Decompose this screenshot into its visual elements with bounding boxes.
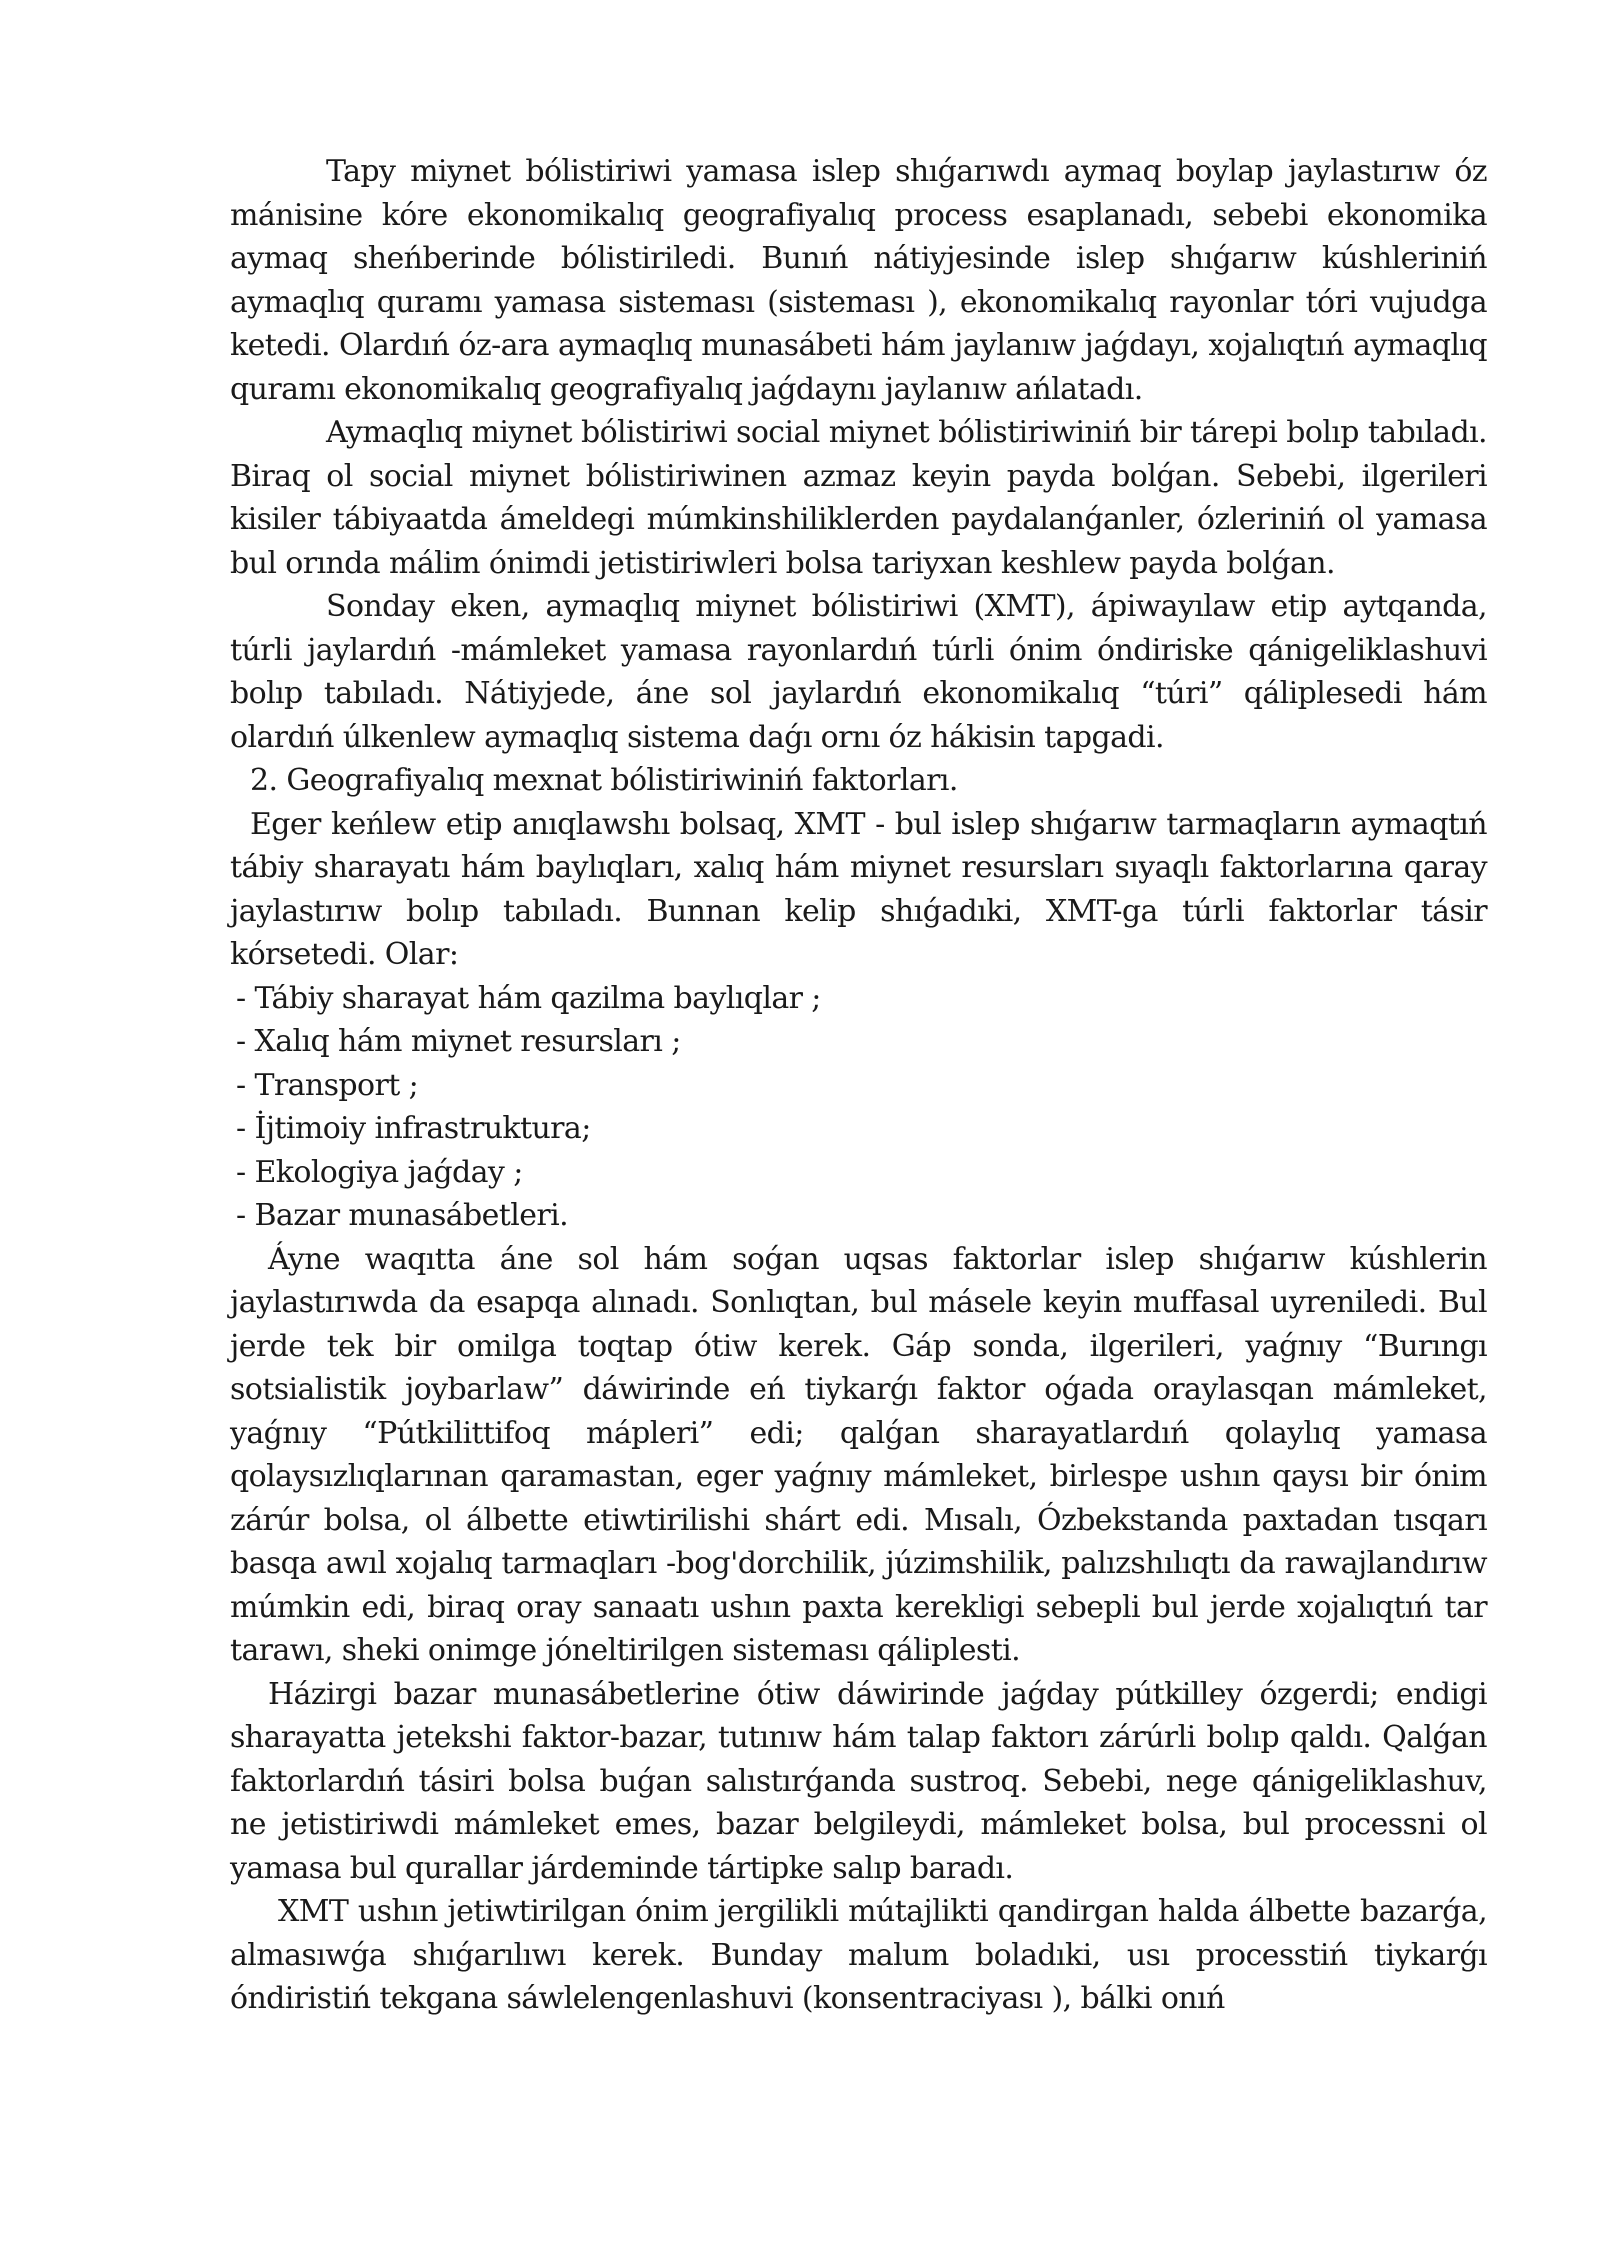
paragraph-4: Eger keńlew etip anıqlawshı bolsaq, XMT - bul islep shıǵarıw tarmaqların aymaqtıń tábiy sharayatı hám baylıqları, xalıq hám miynet resursları sıyaqlı faktorlarına qaray jaylastırıw bolıp tabıladı. Bunnan kelip shıǵadıki, XMT-ga túrli faktorlar tásir kórsetedi. Olar: — [230, 806, 1487, 972]
list-item: - Xalıq hám miynet resursları ; — [236, 1024, 681, 1059]
document-page — [230, 150, 1487, 2021]
paragraph-6: Házirgi bazar munasábetlerine ótiw dáwirinde jaǵday pútkilley ózgerdi; endigi sharayatta jetekshi faktor-bazar, tutınıw hám talap faktorı zárúrli bolıp qaldı. Qalǵan faktorlardıń tásiri bolsa buǵan salıstırǵanda sustroq. Sebebi, nege qánigeliklashuv, ne jetistiriwdi mámleket emes, bazar belgileydi, mámleket bolsa, bul processni ol yamasa bul qurallar járdeminde tártipke salıp baradı. — [230, 1676, 1487, 1886]
factor-list — [230, 977, 1487, 1238]
list-item: - Tábiy sharayat hám qazilma baylıqlar ; — [236, 980, 821, 1016]
paragraph-5: Áyne waqıtta áne sol hám soǵan uqsas faktorlar islep shıǵarıw kúshlerin jaylastırıwda da esapqa alınadı. Sonlıqtan, bul másele keyin muffasal uyreniledi. Bul jerde tek bir omilga toqtap ótiw kerek. Gáp sonda, ilgerileri, yaǵnıy “Burıngı sotsialistik joybarlaw” dáwirinde eń tiykarǵı faktor oǵada oraylasqan mámleket, yaǵnıy “Pútkilittifoq mápleri” edi; qalǵan sharayatlardıń qolaylıq yamasa qolaysızlıqlarınan qaramastan, eger yaǵnıy mámleket, birlespe ushın qaysı bir ónim zárúr bolsa, ol álbette etiwtirilishi shárt edi. Mısalı, Ózbekstanda paxtadan tısqarı basqa awıl xojalıq tarmaqları -bog'dorchilik, júzimshilik, palızshılıqtı da rawajlandırıw múmkin edi, biraq oray sanaatı ushın paxta kerekligi sebepli bul jerde xojalıqtıń tar tarawı, sheki onimge jóneltirilgen sisteması qáliplesti. — [230, 1241, 1487, 1668]
list-item: - Ekologiya jaǵday ; — [236, 1154, 523, 1190]
section-heading: 2. Geografiyalıq mexnat bólistiriwiniń faktorları. — [250, 763, 958, 798]
paragraph-7: XMT ushın jetiwtirilgan ónim jergilikli mútajlikti qandirgan halda álbette bazarǵa, almasıwǵa shıǵarılıwı kerek. Bunday malum boladıki, usı processtiń tiykarǵı óndiristiń tekgana sáwlelengenlashuvi (konsentraciyası ), bálki onıń — [230, 1894, 1487, 2016]
list-item: - İjtimoiy infrastruktura; — [236, 1111, 591, 1146]
list-item: - Bazar munasábetleri. — [236, 1198, 569, 1233]
paragraph-1: Tapy miynet bólistiriwi yamasa islep shıǵarıwdı aymaq boylap jaylastırıw óz mánisine kóre ekonomikalıq geografiyalıq process esaplanadı, sebebi ekonomika aymaq sheńberinde bólistiriledi. Bunıń nátiyjesinde islep shıǵarıw kúshleriniń aymaqlıq quramı yamasa sisteması (sisteması ), ekonomikalıq rayonlar tóri vujudga ketedi. Olardıń óz-ara aymaqlıq munasábeti hám jaylanıw jaǵdayı, xojalıqtıń aymaqlıq quramı ekonomikalıq geografiyalıq jaǵdaynı jaylanıw ańlatadı. — [230, 154, 1487, 407]
list-item: - Transport ; — [236, 1067, 419, 1103]
paragraph-2: Aymaqlıq miynet bólistiriwi social miynet bólistiriwiniń bir tárepi bolıp tabıladı. Biraq ol social miynet bólistiriwinen azmaz keyin payda bolǵan. Sebebi, ilgerileri kisiler tábiyaatda ámeldegi múmkinshiliklerden paydalanǵanler, ózleriniń ol yamasa bul orında málim ónimdi jetistiriwleri bolsa tariyxan keshlew payda bolǵan. — [230, 415, 1487, 581]
paragraph-3: Sonday eken, aymaqlıq miynet bólistiriwi (XMT), ápiwayılaw etip aytqanda, túrli jaylardıń -mámleket yamasa rayonlardıń túrli ónim óndiriske qánigeliklashuvi bolıp tabıladı. Nátiyjede, áne sol jaylardıń ekonomikalıq “túri” qáliplesedi hám olardıń úlkenlew aymaqlıq sistema daǵı ornı óz hákisin tapgadi. — [230, 589, 1487, 755]
